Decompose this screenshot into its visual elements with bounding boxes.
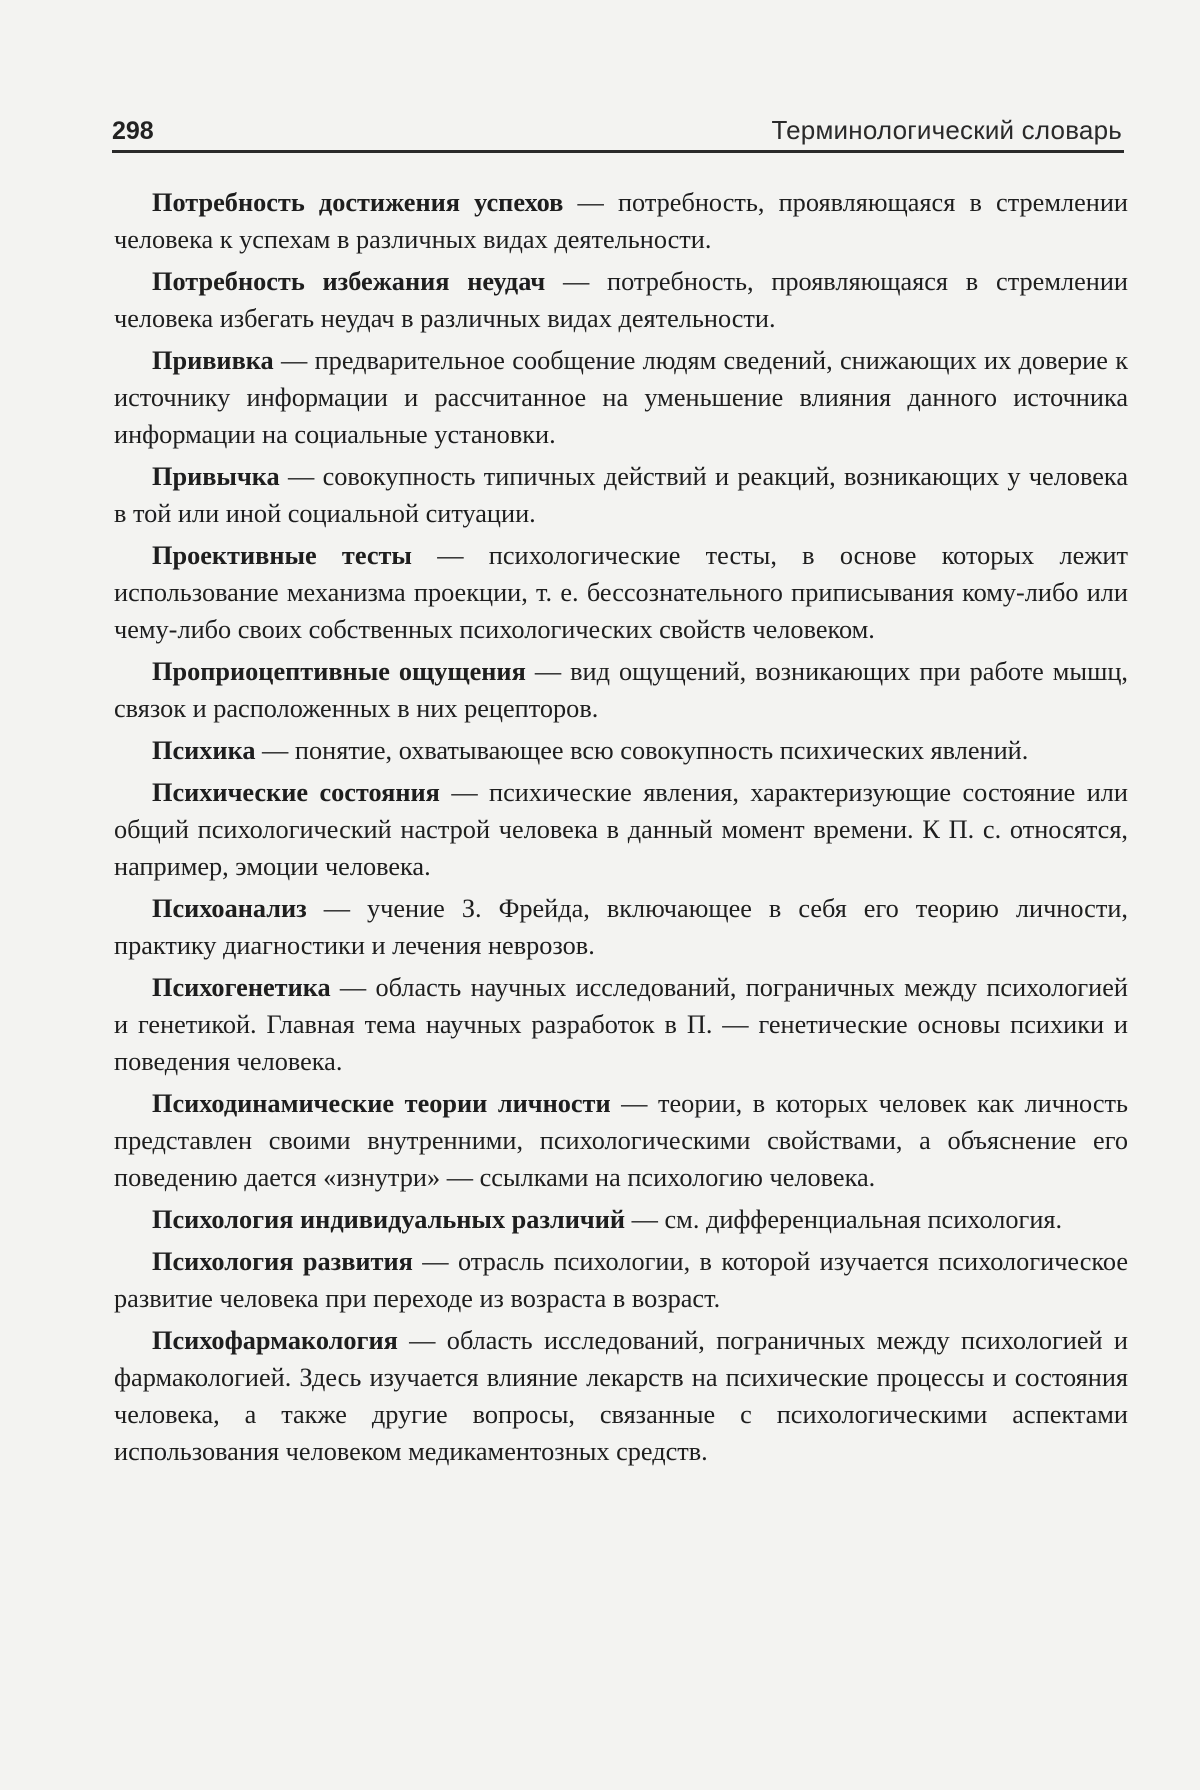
glossary-entry (114, 890, 1128, 964)
glossary-entry (114, 263, 1128, 337)
entry-definition: — совокупность типичных действий и реакций, возникающих у человека в той или иной социальной ситуации. (114, 462, 1128, 528)
entry-term: Потребность достижения успехов (152, 188, 564, 217)
entry-term: Психология индивидуальных различий (152, 1205, 626, 1234)
glossary-entry (114, 653, 1128, 727)
entry-definition: — предварительное сообщение людям сведений, снижающих их доверие к источнику информации и рассчитанное на уменьшение влияния данного источника информации на социальные установки. (114, 346, 1128, 449)
entry-term: Проприоцептивные ощущения (152, 657, 526, 686)
entry-term: Потребность избежания неудач (152, 267, 546, 296)
entry-definition: — психологические тесты, в основе которых лежит использование механизма проекции, т. е. бессознательного приписывания кому-либо или чему-либо своих собственных психологических свойств человеком. (114, 541, 1128, 644)
glossary-entry (114, 969, 1128, 1080)
entry-term: Психодинамические теории личности (152, 1089, 611, 1118)
entry-definition: — учение З. Фрейда, включающее в себя его теорию личности, практику диагностики и лечения неврозов. (114, 894, 1128, 960)
glossary-entry (114, 342, 1128, 453)
entry-term: Психика (152, 736, 256, 765)
entry-definition: — потребность, проявляющаяся в стремлении человека к успехам в различных видах деятельности. (114, 188, 1128, 254)
entry-definition: — см. дифференциальная психология. (625, 1205, 1063, 1234)
entry-definition: — понятие, охватывающее всю совокупность психических явлений. (255, 736, 1029, 765)
entry-definition: — область исследований, пограничных между психологией и фармакологией. Здесь изучается влияние лекарств на психические процессы и состояния человека, а также другие вопросы, связанные с психологическими аспектами использования человеком медикаментозных средств. (114, 1326, 1128, 1466)
glossary-entry (114, 458, 1128, 532)
glossary-entry (114, 732, 1128, 769)
entry-term: Психогенетика (152, 973, 331, 1002)
glossary-entry (114, 1322, 1128, 1470)
running-head: Терминологический словарь (771, 115, 1122, 145)
glossary-entry (114, 1201, 1128, 1238)
entry-term: Психоанализ (152, 894, 307, 923)
entry-term: Психофармакология (152, 1326, 398, 1355)
entry-term: Проективные тесты (152, 541, 412, 570)
entry-definition: — психические явления, характеризующие состояние или общий психологический настрой человека в данный момент времени. К П. с. относятся, например, эмоции человека. (114, 778, 1129, 881)
glossary-entry (114, 1243, 1128, 1317)
glossary-entry (114, 774, 1128, 885)
glossary-entry (114, 537, 1128, 648)
entry-term: Психические состояния (152, 778, 440, 807)
entry-definition: — потребность, проявляющаяся в стремлении человека избегать неудач в различных видах деятельности. (114, 267, 1128, 333)
entry-definition: — теории, в которых человек как личность представлен своими внутренними, психологическими свойствами, а объяснение его поведению дается «изнутри» — ссылками на психологию человека. (114, 1089, 1128, 1192)
page-header (112, 108, 1124, 153)
entry-term: Психология развития (152, 1247, 413, 1276)
entry-definition: — область научных исследований, пограничных между психологией и генетикой. Главная тема научных разработок в П. — генетические основы психики и поведения человека. (114, 973, 1128, 1076)
entry-term: Привычка (152, 462, 280, 491)
entry-term: Прививка (152, 346, 274, 375)
entry-definition: — отрасль психологии, в которой изучается психологическое развитие человека при переходе из возраста в возраст. (114, 1247, 1128, 1313)
glossary-entry (114, 184, 1128, 258)
glossary-entry (114, 1085, 1128, 1196)
page-number: 298 (112, 117, 154, 145)
entry-definition: — вид ощущений, возникающих при работе мышц, связок и расположенных в них рецепторов. (114, 657, 1128, 723)
glossary-entries (114, 184, 1128, 1475)
